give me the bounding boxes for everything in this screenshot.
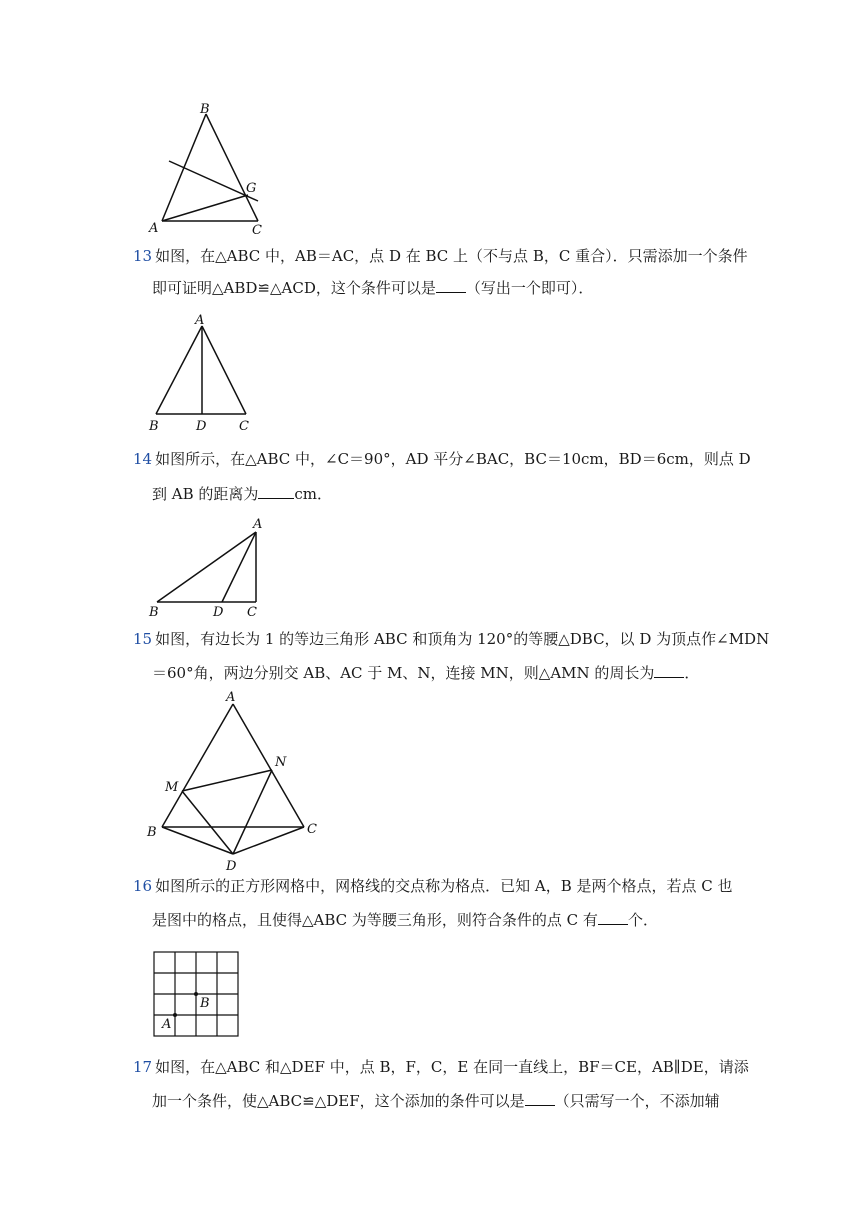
figure-q14 — [140, 512, 275, 622]
question-17 — [133, 1058, 749, 1077]
question-number: 16 — [133, 877, 153, 895]
label-D: D — [196, 419, 207, 434]
question-15 — [133, 630, 769, 649]
label-A: A — [162, 1017, 172, 1032]
question-text: 如图，在△ABC 中，AB＝AC，点 D 在 BC 上（不与点 B，C 重合）．只需添加一个条件 — [155, 247, 748, 265]
figure-q16-grid — [150, 948, 245, 1040]
label-N: N — [275, 755, 287, 770]
label-C: C — [239, 419, 249, 434]
answer-blank[interactable] — [258, 485, 294, 499]
question-16 — [133, 877, 733, 896]
figure-q13 — [140, 308, 270, 438]
label-A: A — [149, 221, 159, 236]
answer-blank[interactable] — [525, 1092, 555, 1106]
question-14 — [133, 450, 751, 469]
label-C: C — [307, 822, 317, 837]
figure-q12 — [140, 100, 270, 240]
question-16-line2: 是图中的格点，且使得△ABC 为等腰三角形，则符合条件的点 C 有 个． — [152, 911, 658, 929]
question-text: 如图，在△ABC 和△DEF 中，点 B，F，C，E 在同一直线上，BF＝CE，AB∥DE，请添 — [155, 1058, 749, 1076]
label-M: M — [165, 780, 179, 795]
question-number: 17 — [133, 1058, 153, 1076]
label-B: B — [200, 102, 210, 117]
label-C: C — [247, 605, 257, 620]
label-B: B — [149, 605, 159, 620]
figure-q15 — [140, 688, 330, 878]
question-number: 13 — [133, 247, 153, 265]
label-D: D — [213, 605, 224, 620]
question-number: 14 — [133, 450, 153, 468]
point-A — [173, 1013, 177, 1017]
answer-blank[interactable] — [436, 279, 466, 293]
question-15-line2: ＝60°角，两边分别交 AB、AC 于 M、N，连接 MN，则△AMN 的周长为 ． — [152, 664, 700, 682]
question-text: 如图所示，在△ABC 中，∠C＝90°，AD 平分∠BAC，BC＝10cm，BD＝6cm，则点 D — [155, 450, 751, 468]
label-A: A — [195, 313, 205, 328]
label-G: G — [246, 181, 257, 196]
question-14-line2: 到 AB 的距离为 cm． — [152, 485, 333, 503]
point-B — [194, 992, 198, 996]
question-text: 如图，有边长为 1 的等边三角形 ABC 和顶角为 120°的等腰△DBC，以 D 为顶点作∠MDN — [155, 630, 770, 648]
label-B: B — [149, 419, 159, 434]
question-text: 如图所示的正方形网格中，网格线的交点称为格点．已知 A，B 是两个格点，若点 C 也 — [155, 877, 733, 895]
label-D: D — [226, 859, 237, 874]
question-13-line2: 即可证明△ABD≌△ACD，这个条件可以是 （写出一个即可）． — [152, 279, 594, 297]
answer-blank[interactable] — [654, 664, 684, 678]
label-B: B — [147, 825, 157, 840]
label-A: A — [226, 690, 236, 705]
label-C: C — [252, 223, 262, 238]
question-17-line2: 加一个条件，使△ABC≌△DEF，这个添加的条件可以是 （只需写一个，不添加辅 — [152, 1092, 720, 1110]
question-number: 15 — [133, 630, 153, 648]
question-13 — [133, 247, 748, 266]
label-A: A — [253, 517, 263, 532]
label-B: B — [200, 996, 210, 1011]
answer-blank[interactable] — [598, 911, 628, 925]
